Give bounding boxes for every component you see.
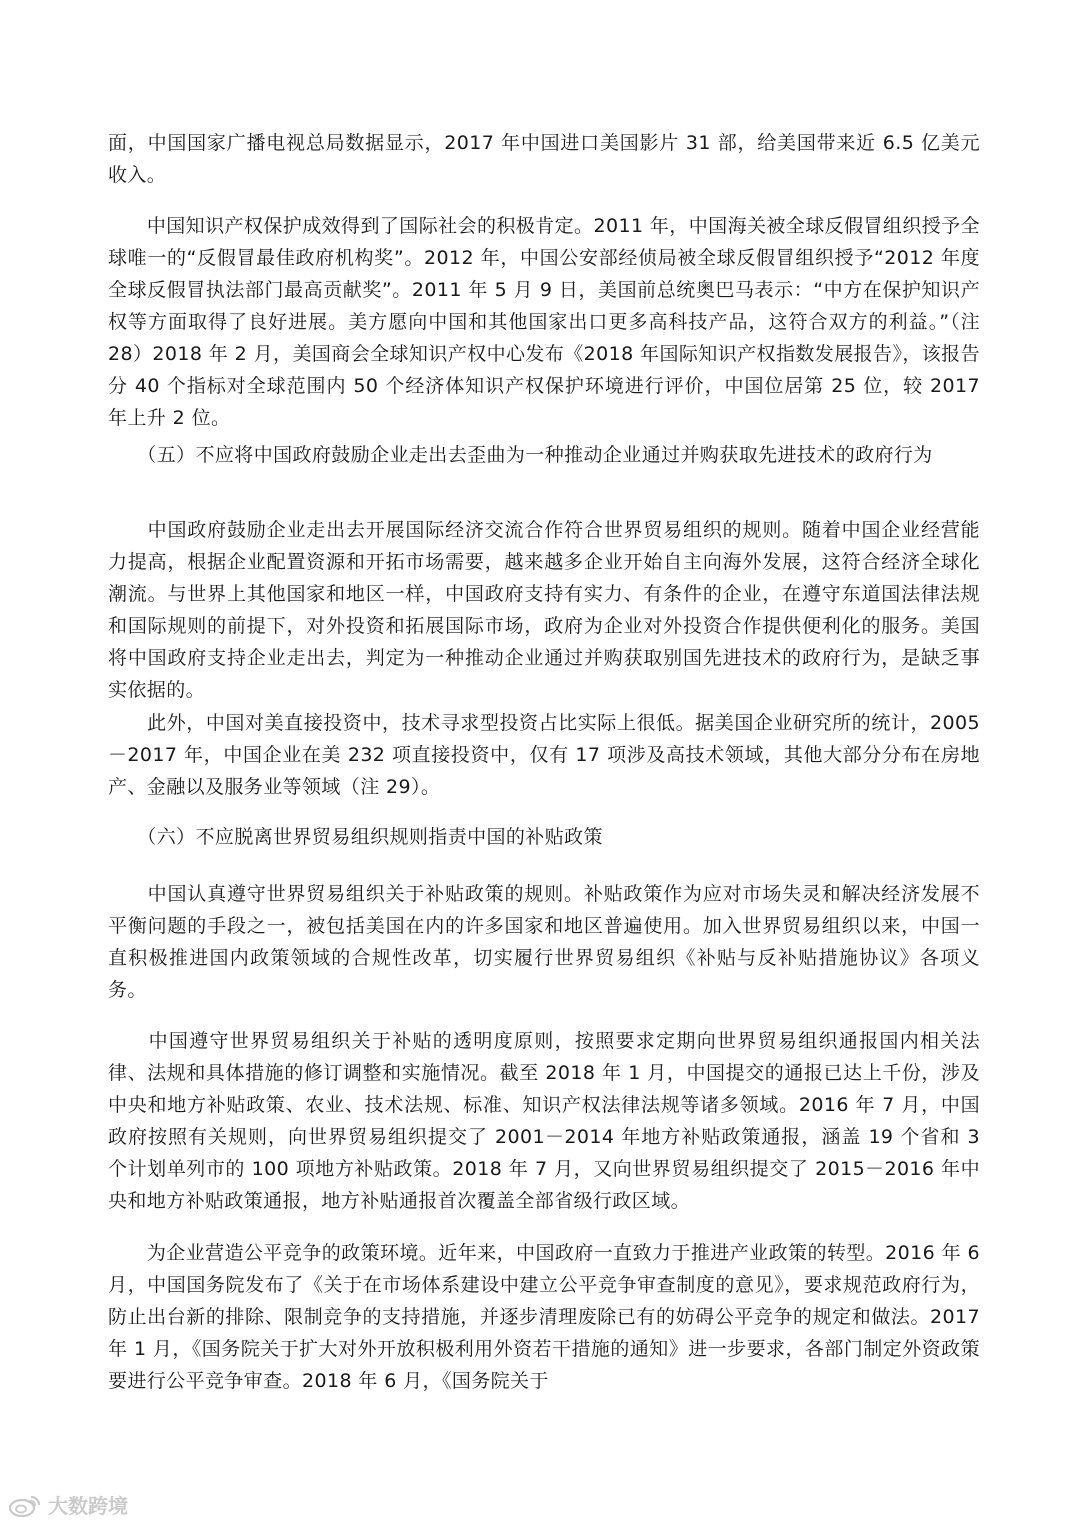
watermark [8,1490,128,1519]
paragraph-going-global: 中国政府鼓励企业走出去开展国际经济交流合作符合世界贸易组织的规则。随着中国企业经营能力提高，根据企业配置资源和开拓市场需要，越来越多企业开始自主向海外发展，这符合经济全球化潮流。与世界上其他国家和地区一样，中国政府支持有实力、有条件的企业，在遵守东道国法律法规和国际规则的前提下，对外投资和拓展国际市场，政府为企业对外投资合作提供便利化的服务。美国将中国政府支持企业走出去，判定为一种推动企业通过并购获取别国先进技术的政府行为，是缺乏事实依据的。 [108,519,980,701]
weibo-icon [8,1493,42,1517]
paragraph-investment-stats: 此外，中国对美直接投资中，技术寻求型投资占比实际上很低。据美国企业研究所的统计，2005－2017 年，中国企业在美 232 项直接投资中，仅有 17 项涉及高技术领域，其他大部分分布在房地产、金融以及服务业等领域（注 29）。 [108,712,980,798]
paragraph-ip-recognition: 中国知识产权保护成效得到了国际社会的积极肯定。2011 年，中国海关被全球反假冒组织授予全球唯一的“反假冒最佳政府机构奖”。2012 年，中国公安部经侦局被全球反假冒组织授予“2012 年度全球反假冒执法部门最高贡献奖”。2011 年 5 月 9 日，美国前总统奥巴马表示：“中方在保护知识产权等方面取得了良好进展。美方愿向中国和其他国家出口更多高科技产品，这符合双方的利益。”（注 28）2018 年 2 月，美国商会全球知识产权中心发布《2018 年国际知识产权指数发展报告》，该报告分 40 个指标对全球范围内 50 个经济体知识产权保护环境进行评价，中国位居第 25 位，较 2017 年上升 2 位。 [108,215,980,429]
paragraph-fair-competition: 为企业营造公平竞争的政策环境。近年来，中国政府一直致力于推进产业政策的转型。2016 年 6 月，中国国务院发布了《关于在市场体系建设中建立公平竞争审查制度的意见》，要求规范政府行为，防止出台新的排除、限制竞争的支持措施，并逐步清理废除已有的妨碍公平竞争的规定和做法。2017 年 1 月，《国务院关于扩大对外开放积极利用外资若干措施的通知》进一步要求，各部门制定外资政策要进行公平竞争审查。2018 年 6 月，《国务院关于 [108,1242,980,1392]
watermark-text: 大数跨境 [48,1494,128,1518]
section-heading-six: （六）不应脱离世界贸易组织规则指责中国的补贴政策 [108,826,603,848]
paragraph-subsidy-rules: 中国认真遵守世界贸易组织关于补贴政策的规则。补贴政策作为应对市场失灵和解决经济发展不平衡问题的手段之一，被包括美国在内的许多国家和地区普遍使用。加入世界贸易组织以来，中国一直积极推进国内政策领域的合规性改革，切实履行世界贸易组织《补贴与反补贴措施协议》各项义务。 [108,883,980,1001]
paragraph-transparency: 中国遵守世界贸易组织关于补贴的透明度原则，按照要求定期向世界贸易组织通报国内相关法律、法规和具体措施的修订调整和实施情况。截至 2018 年 1 月，中国提交的通报已达上千份，涉及中央和地方补贴政策、农业、技术法规、标准、知识产权法律法规等诸多领域。2016 年 7 月，中国政府按照有关规则，向世界贸易组织提交了 2001－2014 年地方补贴政策通报，涵盖 19 个省和 3 个计划单列市的 100 项地方补贴政策。2018 年 7 月，又向世界贸易组织提交了 2015－2016 年中央和地方补贴政策通报，地方补贴通报首次覆盖全部省级行政区域。 [108,1030,980,1212]
paragraph-film-imports: 面，中国国家广播电视总局数据显示，2017 年中国进口美国影片 31 部，给美国带来近 6.5 亿美元收入。 [108,132,980,186]
section-heading-five: （五）不应将中国政府鼓励企业走出去歪曲为一种推动企业通过并购获取先进技术的政府行为 [108,444,933,466]
